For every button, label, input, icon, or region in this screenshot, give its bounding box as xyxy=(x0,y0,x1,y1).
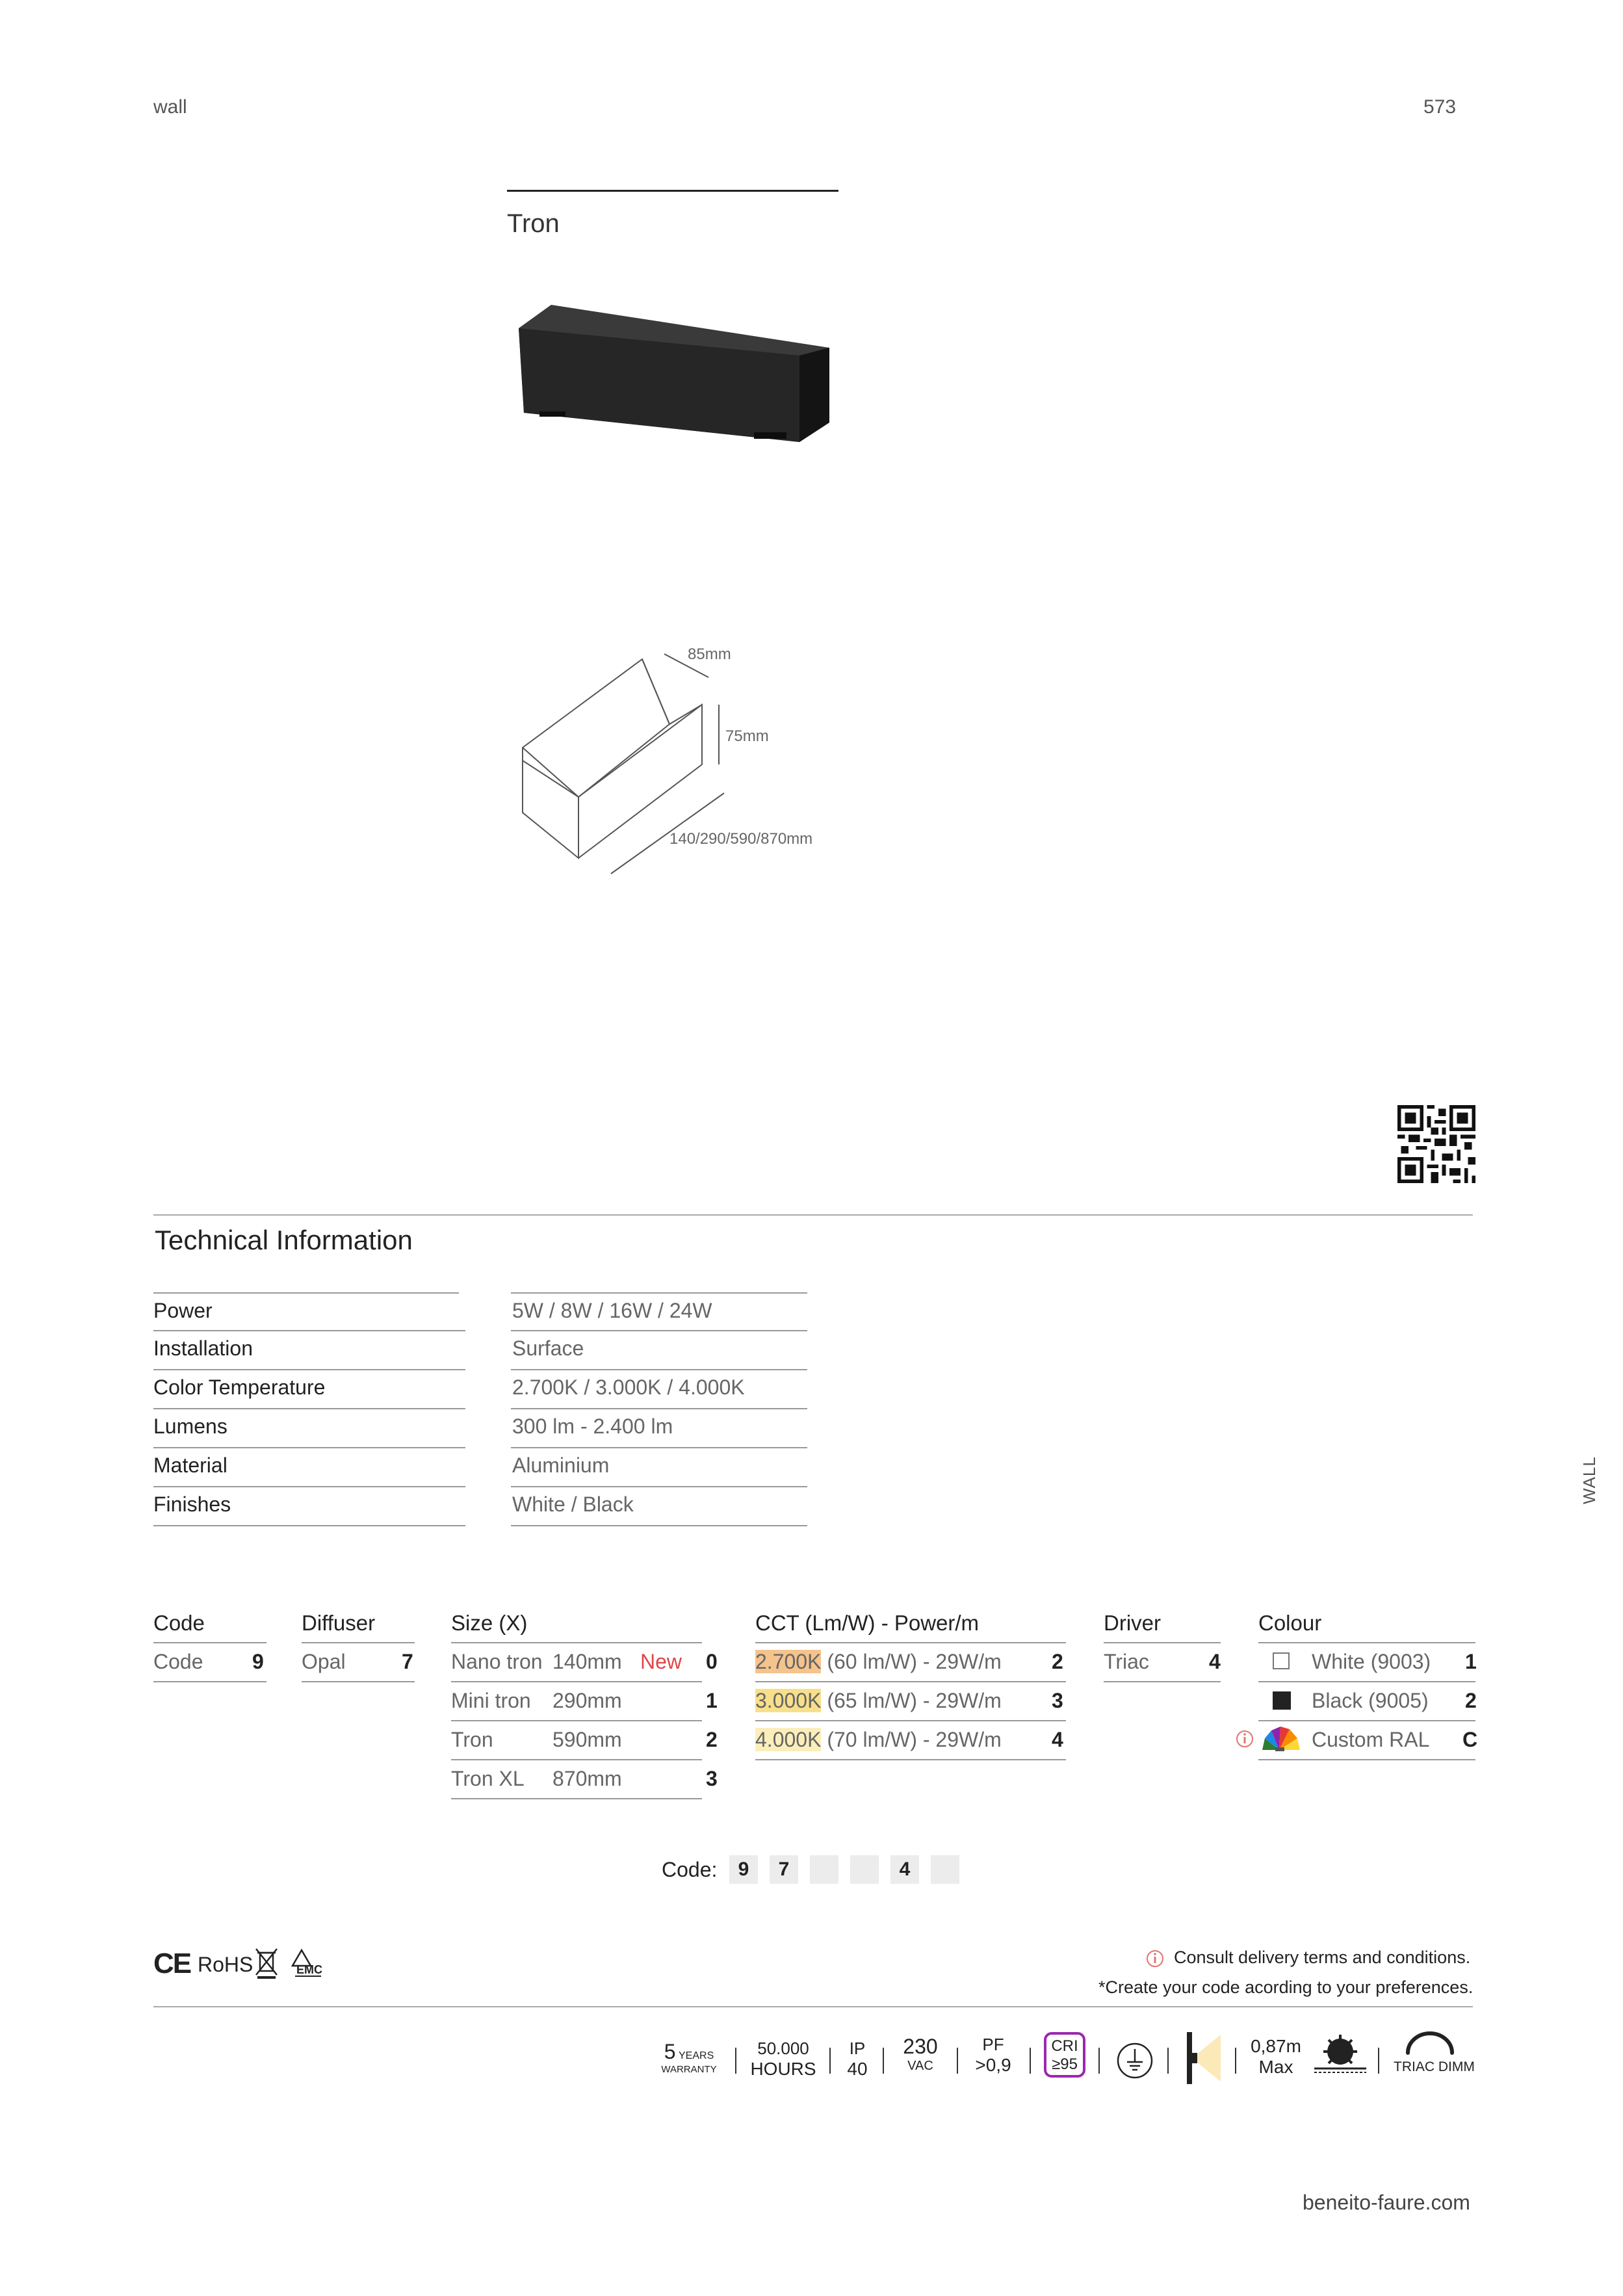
voltage-number: 230 xyxy=(903,2035,938,2058)
feature-separator xyxy=(829,2048,831,2074)
size-num: 1 xyxy=(706,1689,718,1712)
tech-rule xyxy=(511,1330,807,1331)
size-name: Mini tron xyxy=(451,1689,531,1712)
size-mm: 870mm xyxy=(552,1767,622,1790)
rohs-label: RoHS xyxy=(198,1953,253,1976)
cable-length: 0,87m xyxy=(1251,2036,1301,2056)
info-icon[interactable] xyxy=(1235,1729,1254,1749)
col-rule xyxy=(755,1720,1066,1721)
wall-light-distribution-icon xyxy=(1184,2032,1223,2084)
hours-icon xyxy=(747,2039,819,2080)
feature-separator xyxy=(883,2048,884,2074)
feature-separator xyxy=(957,2048,958,2074)
qr-code[interactable] xyxy=(1397,1105,1475,1183)
voltage-icon xyxy=(894,2035,946,2074)
tech-label: Lumens xyxy=(153,1415,227,1438)
title-rule xyxy=(507,190,838,192)
tech-rule xyxy=(153,1369,465,1370)
feature-separator xyxy=(1098,2048,1100,2074)
driver-option-num: 4 xyxy=(1209,1650,1221,1673)
tech-rule xyxy=(511,1369,807,1370)
warranty-label: WARRANTY xyxy=(661,2064,717,2075)
col-rule xyxy=(755,1642,1066,1643)
ip-label: IP xyxy=(849,2039,866,2058)
warranty-icon xyxy=(656,2040,721,2075)
col-rule xyxy=(1104,1642,1221,1643)
driver-option-label: Triac xyxy=(1104,1650,1149,1673)
code-box[interactable]: 4 xyxy=(890,1855,919,1884)
cct-option xyxy=(755,1650,1002,1674)
length-label: 140/290/590/870mm xyxy=(669,830,813,848)
colour-header: Colour xyxy=(1258,1611,1322,1635)
col-rule xyxy=(451,1720,702,1721)
cct-num: 2 xyxy=(1052,1650,1063,1673)
col-rule xyxy=(1258,1681,1475,1682)
ceiling-cut-icon xyxy=(1312,2032,1366,2080)
voltage-label: VAC xyxy=(907,2059,933,2073)
tech-rule xyxy=(153,1525,465,1526)
delivery-note: Consult delivery terms and conditions. xyxy=(1174,1948,1471,1967)
colour-option-num: 1 xyxy=(1465,1650,1477,1673)
height-label: 75mm xyxy=(725,727,769,745)
col-rule xyxy=(1104,1681,1221,1682)
colour-option-label: White (9003) xyxy=(1312,1650,1431,1673)
tech-value: Aluminium xyxy=(512,1454,610,1477)
size-header: Size (X) xyxy=(451,1611,528,1635)
colour-option-label: Custom RAL xyxy=(1312,1728,1430,1751)
tech-rule-top xyxy=(153,1292,459,1294)
emc-label: EMC xyxy=(296,1963,322,1976)
section-divider xyxy=(153,1214,1473,1216)
code-builder-label: Code: xyxy=(662,1858,718,1881)
feature-separator xyxy=(1235,2048,1236,2074)
diffuser-option-num: 7 xyxy=(402,1650,413,1673)
tech-value: Surface xyxy=(512,1337,584,1360)
tech-label: Finishes xyxy=(153,1493,231,1516)
cct-temp: 4.000K xyxy=(755,1728,822,1751)
col-rule xyxy=(1258,1720,1475,1721)
cri-icon xyxy=(1044,2032,1085,2078)
col-rule xyxy=(451,1642,702,1643)
website-link[interactable]: beneito-faure.com xyxy=(1303,2191,1470,2214)
cct-num: 3 xyxy=(1052,1689,1063,1712)
ce-mark: CE xyxy=(153,1948,191,1979)
col-rule xyxy=(451,1759,702,1760)
col-rule xyxy=(755,1759,1066,1760)
tech-rule xyxy=(153,1330,465,1331)
size-name: Tron XL xyxy=(451,1767,525,1790)
tech-rule xyxy=(153,1408,465,1409)
code-option-label: Code xyxy=(153,1650,203,1673)
ground-icon xyxy=(1115,2041,1154,2080)
create-code-note: *Create your code acording to your preferences. xyxy=(1098,1977,1474,1997)
col-rule xyxy=(755,1681,1066,1682)
cri-label: CRI xyxy=(1051,2037,1078,2055)
tech-rule xyxy=(153,1447,465,1448)
col-rule xyxy=(1258,1759,1475,1760)
feature-separator xyxy=(1167,2048,1169,2074)
dimension-drawing xyxy=(513,637,851,884)
tech-label: Installation xyxy=(153,1337,253,1360)
hours-number: 50.000 xyxy=(757,2039,809,2058)
cct-header: CCT (Lm/W) - Power/m xyxy=(755,1611,980,1635)
tech-value: 5W / 8W / 16W / 24W xyxy=(512,1299,712,1322)
cable-length-icon xyxy=(1247,2036,1305,2078)
cct-rest: (65 lm/W) - 29W/m xyxy=(821,1689,1002,1712)
tech-label: Material xyxy=(153,1454,227,1477)
dimming-label: TRIAC DIMM xyxy=(1394,2059,1475,2074)
ip-value: 40 xyxy=(847,2059,868,2079)
product-title: Tron xyxy=(507,209,560,238)
warranty-years: 5 xyxy=(664,2040,676,2063)
driver-header: Driver xyxy=(1104,1611,1161,1635)
feature-separator xyxy=(1378,2048,1379,2074)
page-number: 573 xyxy=(1423,96,1457,118)
info-icon xyxy=(1145,1949,1165,1968)
cable-max: Max xyxy=(1258,2057,1293,2077)
colour-option-num: 2 xyxy=(1465,1689,1477,1712)
code-box[interactable] xyxy=(850,1855,879,1884)
cct-option xyxy=(755,1689,1002,1713)
size-num: 3 xyxy=(706,1767,718,1790)
new-badge: New xyxy=(640,1650,682,1673)
tech-rule xyxy=(153,1486,465,1487)
black-swatch-icon xyxy=(1273,1691,1291,1710)
colour-fan-icon xyxy=(1258,1724,1304,1753)
cct-rest: (70 lm/W) - 29W/m xyxy=(821,1728,1002,1751)
power-factor-icon xyxy=(967,2035,1019,2076)
col-rule xyxy=(153,1681,266,1682)
code-box[interactable]: 7 xyxy=(770,1855,798,1884)
code-box[interactable] xyxy=(931,1855,959,1884)
ip-icon xyxy=(840,2039,875,2080)
cct-temp: 3.000K xyxy=(755,1689,822,1712)
tech-rule xyxy=(511,1408,807,1409)
product-image xyxy=(513,296,838,452)
pf-label: PF xyxy=(982,2035,1004,2054)
emc-icon xyxy=(289,1946,325,1979)
feature-separator xyxy=(735,2048,736,2074)
dimming-icon xyxy=(1404,2029,1456,2058)
tech-rule xyxy=(511,1447,807,1448)
size-num: 2 xyxy=(706,1728,718,1751)
cct-option xyxy=(755,1728,1002,1752)
col-rule xyxy=(451,1798,702,1799)
tech-label: Power xyxy=(153,1299,213,1322)
warranty-unit: YEARS xyxy=(679,2050,714,2061)
col-rule xyxy=(153,1642,266,1643)
size-mm: 290mm xyxy=(552,1689,622,1712)
colour-option-label: Black (9005) xyxy=(1312,1689,1429,1712)
side-tab: WALL xyxy=(1579,1456,1599,1504)
cct-num: 4 xyxy=(1052,1728,1063,1751)
size-mm: 590mm xyxy=(552,1728,622,1751)
tech-rule xyxy=(511,1486,807,1487)
size-name: Tron xyxy=(451,1728,493,1751)
feature-separator xyxy=(1030,2048,1031,2074)
col-rule xyxy=(451,1681,702,1682)
weee-bin-icon xyxy=(253,1946,279,1980)
code-option-num: 9 xyxy=(252,1650,264,1673)
tech-value: 2.700K / 3.000K / 4.000K xyxy=(512,1376,745,1399)
cct-rest: (60 lm/W) - 29W/m xyxy=(821,1650,1002,1673)
size-num: 0 xyxy=(706,1650,718,1673)
diffuser-header: Diffuser xyxy=(302,1611,376,1635)
code-header: Code xyxy=(153,1611,205,1635)
pf-value: >0,9 xyxy=(975,2055,1011,2075)
tech-rule xyxy=(511,1525,807,1526)
code-box[interactable]: 9 xyxy=(729,1855,758,1884)
white-swatch-icon xyxy=(1273,1652,1290,1669)
diffuser-option-label: Opal xyxy=(302,1650,346,1673)
tech-value: White / Black xyxy=(512,1493,634,1516)
col-rule xyxy=(1258,1642,1475,1643)
size-mm: 140mm xyxy=(552,1650,622,1673)
technical-title: Technical Information xyxy=(155,1225,413,1255)
footer-divider xyxy=(153,2006,1473,2007)
size-name: Nano tron xyxy=(451,1650,543,1673)
col-rule xyxy=(302,1681,415,1682)
code-box[interactable] xyxy=(810,1855,838,1884)
depth-label: 85mm xyxy=(688,646,731,663)
tech-value: 300 lm - 2.400 lm xyxy=(512,1415,673,1438)
section-label: wall xyxy=(153,96,187,118)
cct-temp: 2.700K xyxy=(755,1650,822,1673)
hours-label: HOURS xyxy=(750,2059,816,2079)
tech-rule-top-values xyxy=(511,1292,807,1294)
tech-label: Color Temperature xyxy=(153,1376,326,1399)
col-rule xyxy=(302,1642,415,1643)
colour-option-num: C xyxy=(1462,1728,1478,1751)
cri-value: ≥95 xyxy=(1052,2055,1078,2073)
